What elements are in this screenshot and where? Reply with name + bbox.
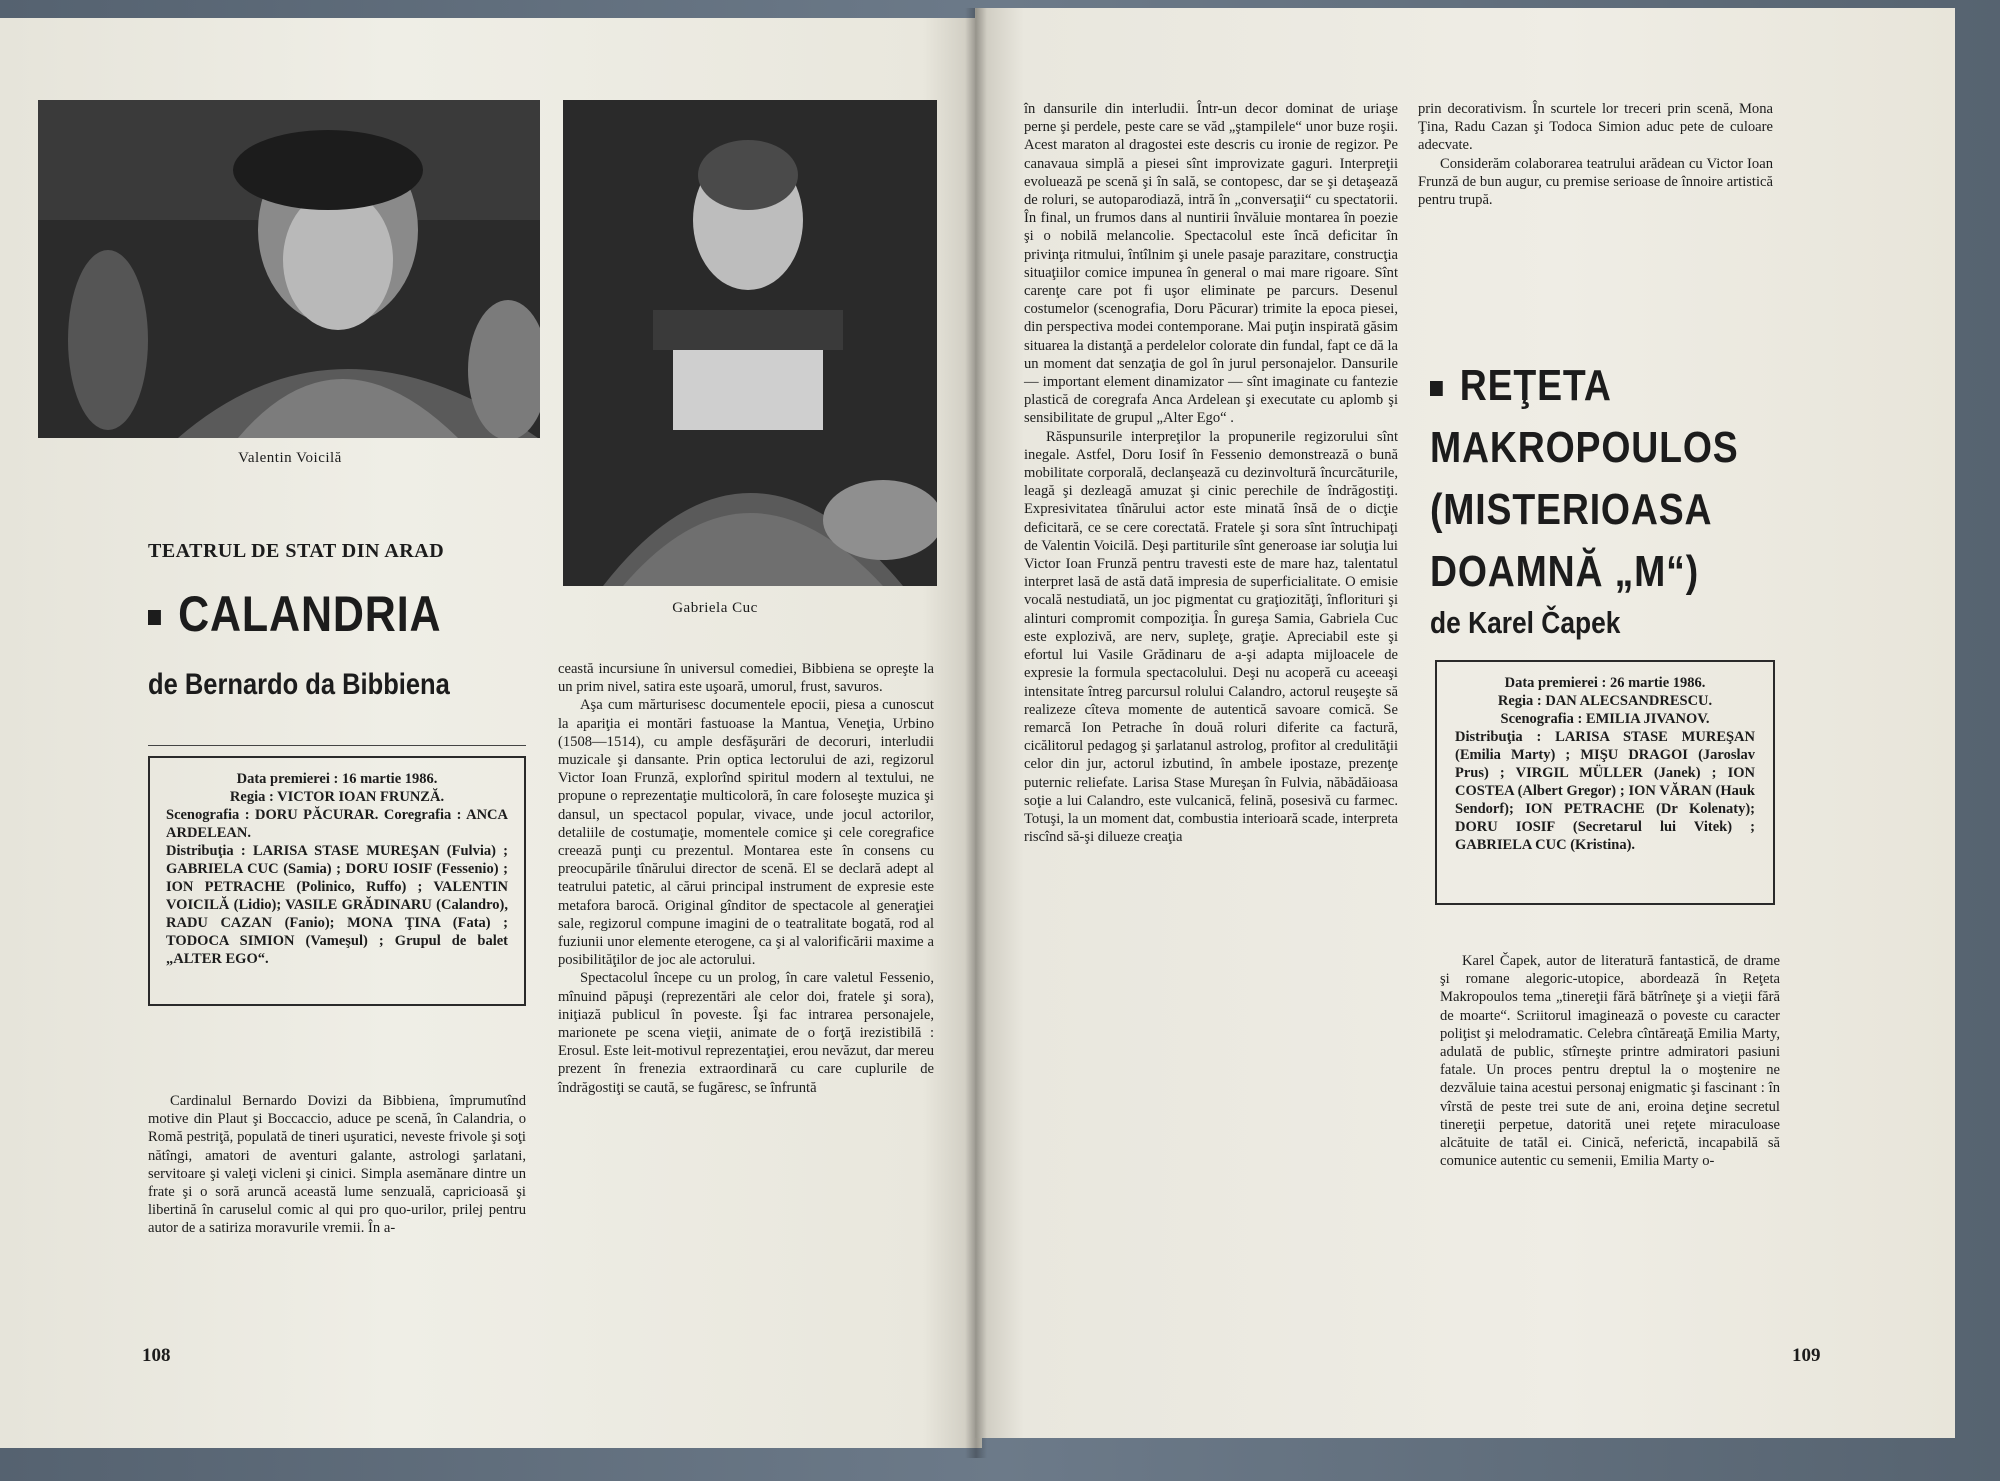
credits-box-makropoulos: [1435, 660, 1775, 905]
paragraph: Spectacolul începe cu un prolog, în care valetul Fessenio, mînuind păpuşi (reprezentări ale celor doi, fratele şi sora), iniţiază publicul în poveste. Îşi fac intrarea personajele, marionete pe scena vieţii, animate de o forţă irezistibilă : Erosul. Este leit-motivul reprezentaţiei, erou nevăzut, dar mereu prezent în frenezia extraordinară cu care cuplurile de îndrăgostiţi se caută, se fugăresc, se înfruntă: [558, 970, 934, 1096]
right-column-1: [1024, 100, 1398, 846]
title-line: (MISTERIOASA: [1430, 485, 1713, 534]
credit-scenography: Scenografia : EMILIA JIVANOV.: [1500, 711, 1710, 727]
paragraph: Aşa cum mărturisesc documentele epocii, piesa a cunoscut la apariţia ei montări fastuoase la Mantua, Veneţia, Urbino (1508—1514), cu ample desfăşurări de decoruri, interludii muzicale şi dansante. Prin optica lectorului de azi, regizorul Victor Ioan Frunză, explorînd spiritul modern al textului, ne propune o reprezentaţie multicoloră, în care foloseşte muzica şi dansul, un spectacol popular, vivace, unde jocul actorilor, detaliile de costumaţie, momentele comice şi cele coregrafice creează punţi cu prezentul. Montarea este în consens cu preocupările tînărului director de scenă. El se declară adept al teatrului patetic, al cărui principal instrument de expresie este metafora barocă. Original gînditor de spectacole al generaţiei sale, regizorul compune imagini de o teatralitate bogată, rod al fuziunii unor elemente eterogene, ca şi al valorificării maxime a posibilităţilor de joc ale actorului.: [558, 697, 934, 969]
left-column-2: [558, 660, 934, 1097]
left-column-1: [148, 1092, 526, 1238]
title-line: DOAMNĂ „M“): [1430, 547, 1700, 596]
credit-scenography: Scenografia : DORU PĂCURAR. Coregrafia : ANCA ARDELEAN.: [166, 807, 508, 841]
credit-director: Regia : DAN ALECSANDRESCU.: [1497, 693, 1713, 709]
photo-gabriela-cuc: [563, 100, 937, 586]
rule-left: [148, 745, 526, 746]
credit-cast: Distribuţia : LARISA STASE MUREŞAN (Emilia Marty) ; MIŞU DRAGOI (Jaroslav Prus) ; VIRGIL MÜLLER (Janek) ; ION COSTEA (Albert Gregor) ; ION VĂRAN (Hauk Sendorf); ION PETRACHE (Dr Kolenaty); DORU IOSIF (Secretarul lui Vitek) ; GABRIELA CUC (Kristina).: [1455, 729, 1755, 853]
book-spine: [965, 8, 987, 1458]
play-title-calandria: [148, 585, 441, 643]
play-author-capek: de Karel Čapek: [1430, 605, 1621, 640]
paragraph: în dansurile din interludii. Într-un decor dominat de uriaşe perne şi perdele, peste care se văd „ştampilele“ unor buze roşii. Acest maraton al dragostei este descris cu ironie de regizor. Pe canavaua simplă a piesei sînt improvizate gaguri. Interpreţii evoluează pe scenă şi în sală, se contopesc, dar se şi detaşează de roluri, se autoparodiază, intră în „conversaţii“ cu spectatorii. În final, un frumos dans al nuntirii învăluie montarea în poezie şi o nobilă melancolie. Spectacolul este încă deficitar în privinţa ritmului, întîlnim şi unele pasaje parazitare, construcţia situaţiilor comice impunea în general o mai mare rigoare. Sînt carenţe care pot fi uşor eliminate pe parcurs. Desenul costumelor (scenografia, Doru Păcurar) trimite la epoca piesei, din perspectiva modei contemporane. Mai puţin inspirată găsim situarea la distanţă a perdelelor colorate din fundal, fapt ce dă la un moment dat senzaţia de gol în jurul personajelor. Dansurile — important element dinamizator — sînt imaginate cu fantezie plastică de coregrafa Anca Ardelean şi executate cu aplomb şi sensibilitate de grupul „Alter Ego“ .: [1024, 101, 1398, 427]
credit-premiere: Data premierei : 26 martie 1986.: [1504, 675, 1706, 691]
paragraph: Cardinalul Bernardo Dovizi da Bibbiena, împrumutînd motive din Plaut şi Boccaccio, aduce pe scenă, în Calandria, o Romă pestriţă, populată de tineri uşuratici, neveste frivole şi soţi nătîngi, amatori de aventuri galante, astrologi şarlatani, servitoare şi valeţi vicleni şi cinici. Simpla asemănare dintre un frate şi o soră aruncă această lume senzuală, capricioasă şi libertină în caruselul comic al qui pro quo-urilor, prilej pentru autor de a satiriza moravurile vremii. În a-: [148, 1093, 526, 1237]
theatre-name: TEATRUL DE STAT DIN ARAD: [148, 540, 445, 562]
photo-valentin-voicila: [38, 100, 540, 438]
credits-box-calandria: [148, 756, 526, 1006]
title-bullet: [148, 610, 161, 625]
page-number-left: 108: [142, 1345, 171, 1366]
photo2-caption: Gabriela Cuc: [672, 600, 758, 616]
title-line-text: REŢETA: [1459, 361, 1612, 410]
photo1-caption: Valentin Voicilă: [238, 450, 342, 466]
right-column-3: [1440, 952, 1780, 1170]
page-number-right: 109: [1792, 1345, 1821, 1366]
title-bullet: [1430, 381, 1443, 396]
paragraph: Considerăm colaborarea teatrului arădean cu Victor Ioan Frunză de bun augur, cu premise serioase de înnoire artistică pentru trupă.: [1418, 155, 1773, 209]
right-column-2: [1418, 100, 1773, 209]
paragraph: prin decorativism. În scurtele lor treceri prin scenă, Mona Ţina, Radu Cazan şi Todoca Simion aduc pete de culoare adecvate.: [1418, 101, 1773, 154]
credit-cast: Distribuţia : LARISA STASE MUREŞAN (Fulvia) ; GABRIELA CUC (Samia) ; DORU IOSIF (Fessenio) ; ION PETRACHE (Polinico, Ruffo) ; VALENTIN VOICILĂ (Lidio); VASILE GRĂDINARU (Calandro), RADU CAZAN (Fanio); MONA ŢINA (Fata) ; TODOCA SIMION (Vameşul) ; Grupul de balet „ALTER EGO“.: [166, 843, 508, 967]
title-line: MAKROPOULOS: [1430, 423, 1739, 472]
play-title-text: CALANDRIA: [178, 586, 442, 642]
paragraph: Răspunsurile interpreţilor la propunerile regizorului sînt inegale. Astfel, Doru Iosif în Fessenio demonstrează o bună mobilitate corporală, declanşează cu dezinvoltură încurcăturile, leagă şi dezleagă amuzat şi cinic perechile de îndrăgostiţi. Expresivitatea tînărului actor este minată însă de o dicţie deficitară, ce se cere corectată. Fratele şi sora sînt întruchipaţi de Valentin Voicilă. Deşi partiturile sînt generoase iar soluţia lui Victor Ioan Frunză pentru travesti este de mare haz, talentatul interpret lasă de astă dată impresia de superficialitate. O emisie vocală nestudiată, un joc pigmentat cu graţiozităţi, înflorituri şi alinturi compromit compoziţia. În gureşa Samia, Gabriela Cuc este explozivă, are nerv, supleţe, graţie. Apreciabil este şi efortul lui Vasile Grădinaru de a-şi adapta mijloacele de expresie la formula spectacolului. Deşi nu acoperă cu aceeaşi intensitate întreg parcursul rolului Calandro, actorul reuşeşte să realizeze cîteva momente de autentică savoare comică. Se remarcă Ion Petrache în două roluri diferite ca factură, cicălitorul pedagog şi şarlatanul astrolog, profitor al credulităţii celor din jur, actorul izbutind, în ambele ipostaze, prezenţe puternic reliefate. Larisa Stase Mureşan în Fulvia, năbădăioasa soţie a lui Calandro, este vulcanică, felină, posesivă cu farmec. Totuşi, la un moment dat, combustia interioară scade, interpreta riscînd să-şi dilueze creaţia: [1024, 428, 1398, 846]
paragraph: Karel Čapek, autor de literatură fantastică, de drame şi romane alegoric-utopice, abordează în Reţeta Makropoulos tema „tinereţii fără bătrîneţe şi a vieţii fără de moarte“. Scriitorul imaginează o poveste cu caracter poliţist şi melodramatic. Celebra cîntăreaţă Emilia Marty, adulată de public, stîrneşte printre admiratori pasiuni fatale. Un proces pentru dreptul la o moştenire ne dezvăluie taina acestui personaj enigmatic şi fascinant : în vîrstă de peste trei sute de ani, eroina deţine secretul tinereţii perpetue, datorită unei reţete miraculoase alcătuite de tatăl ei. Cinică, neferictă, incapabilă să comunice autentic cu semenii, Emilia Marty o-: [1440, 953, 1780, 1170]
play-author-bibbiena: de Bernardo da Bibbiena: [148, 668, 450, 701]
play-title-makropoulos: [1430, 355, 1739, 603]
title-line: [1430, 355, 1739, 417]
credit-premiere: Data premierei : 16 martie 1986.: [236, 771, 438, 787]
paragraph: ceastă incursiune în universul comediei, Bibbiena se opreşte la un prim nivel, satira este uşoară, umorul, frust, savuros.: [558, 661, 934, 696]
credit-director: Regia : VICTOR IOAN FRUNZĂ.: [229, 789, 445, 805]
